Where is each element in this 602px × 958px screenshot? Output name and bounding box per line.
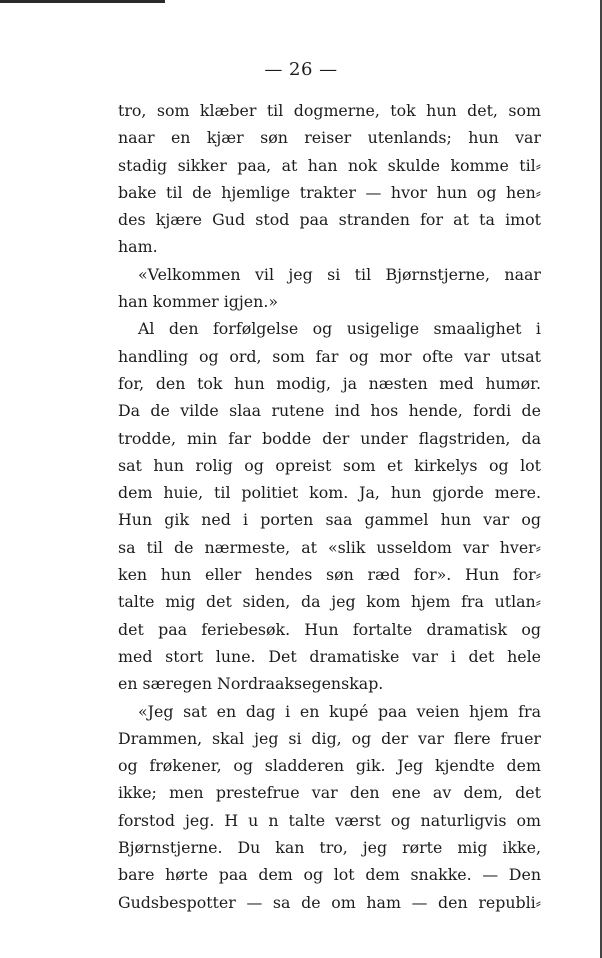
text-line: bare hørte paa dem og lot dem snakke. — Den — [118, 865, 541, 885]
text-line: han kommer igjen.» — [118, 292, 279, 312]
text-line: det paa feriebesøk. Hun fortalte dramatisk og — [118, 619, 541, 639]
text-line: tro, som klæber til dogmerne, tok hun det, som — [118, 101, 541, 120]
text-line: Bjørnstjerne. Du kan tro, jeg rørte mig ikke, — [118, 838, 541, 858]
text-line: Hun gik ned i porten saa gammel hun var og — [118, 510, 541, 530]
text-line: trodde, min far bodde der under flagstriden, da — [118, 428, 541, 448]
text-line: Da de vilde slaa rutene ind hos hende, fordi de — [118, 401, 541, 421]
page-number: — 26 — — [264, 59, 338, 80]
text-line: des kjære Gud stod paa stranden for at ta imot — [118, 210, 541, 230]
text-line: ham. — [118, 237, 158, 257]
text-line: for, den tok hun modig, ja næsten med humør. — [118, 373, 541, 393]
text-line: «Velkommen vil jeg si til Bjørnstjerne, naar — [138, 264, 541, 284]
text-line: sa til de nærmeste, at «slik usseldom var hver⸗ — [118, 537, 541, 557]
body-text — [118, 97, 541, 916]
text-line: en særegen Nordraaksegenskap. — [118, 674, 384, 694]
text-line: talte mig det siden, da jeg kom hjem fra utlan⸗ — [118, 592, 541, 612]
text-line: naar en kjær søn reiser utenlands; hun var — [118, 128, 541, 148]
text-line: Gudsbespotter — sa de om ham — den republi⸗ — [118, 892, 541, 912]
text-line: bake til de hjemlige trakter — hvor hun og hen⸗ — [118, 182, 541, 202]
text-line: stadig sikker paa, at han nok skulde komme til⸗ — [118, 155, 541, 175]
text-line: Al den forfølgelse og usigelige smaalighet i — [138, 319, 541, 339]
text-line: Drammen, skal jeg si dig, og der var flere fruer — [118, 728, 541, 748]
text-line: ken hun eller hendes søn ræd for». Hun for⸗ — [118, 565, 541, 585]
text-line: sat hun rolig og opreist som et kirkelys og lot — [118, 455, 541, 475]
scan-top-edge — [0, 0, 165, 3]
text-line: «Jeg sat en dag i en kupé paa veien hjem fra — [138, 701, 541, 721]
text-line: forstod jeg. H u n talte værst og naturligvis om — [118, 810, 541, 830]
text-line: ikke; men prestefrue var den ene av dem, det — [118, 783, 541, 803]
text-line: med stort lune. Det dramatiske var i det hele — [118, 646, 541, 666]
text-line: og frøkener, og sladderen gik. Jeg kjendte dem — [118, 756, 541, 776]
text-line: dem huie, til politiet kom. Ja, hun gjorde mere. — [118, 483, 541, 503]
text-line: handling og ord, som far og mor ofte var utsat — [118, 346, 541, 366]
